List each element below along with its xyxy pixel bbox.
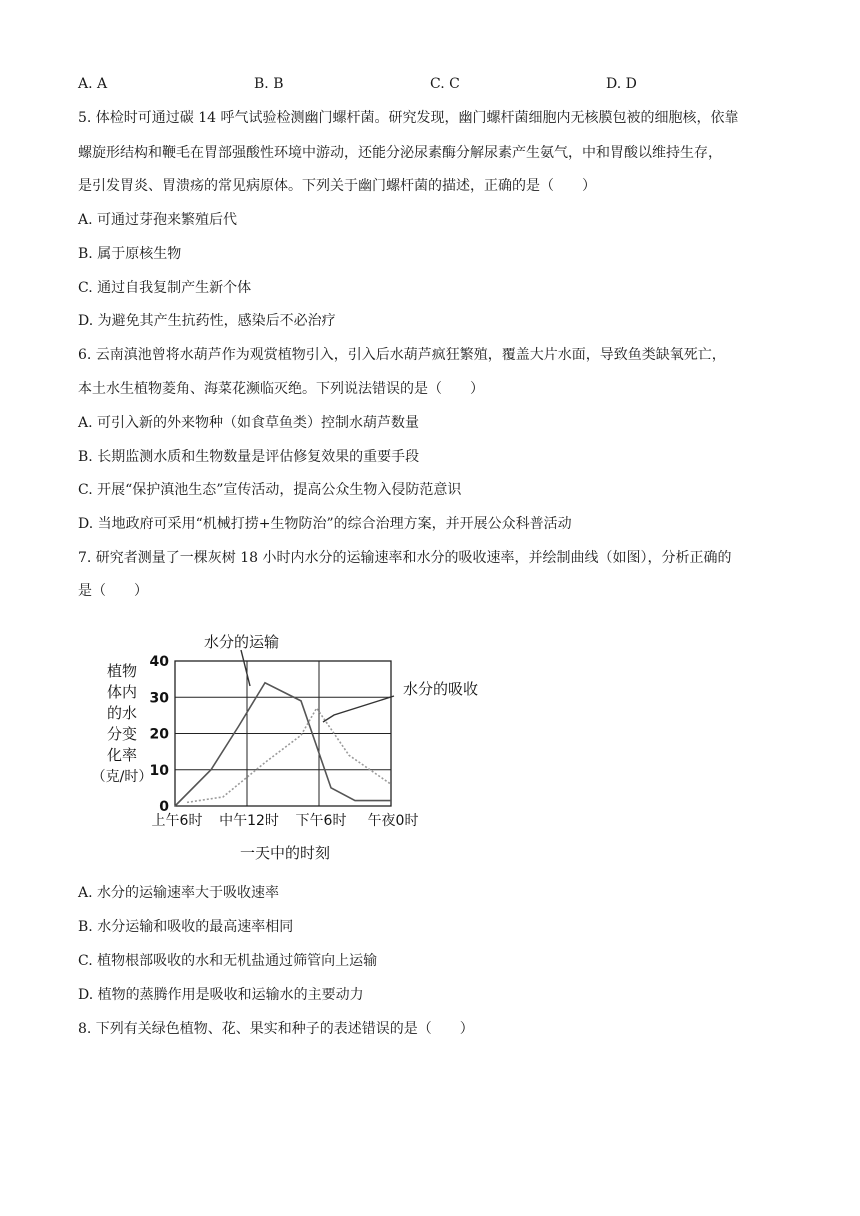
series-callouts [204, 633, 478, 722]
callout-absorption: 水分的吸收 [403, 680, 479, 698]
q7-stem-line: 是（ ） [78, 583, 148, 599]
y-label-line: 分变 [106, 725, 138, 743]
callout-leader-absorption [323, 696, 394, 722]
y-label-line: 体内 [106, 683, 138, 701]
q7-option-c: C. 植物根部吸收的水和无机盐通过筛管向上运输 [78, 953, 378, 969]
y-axis-label [92, 662, 153, 785]
q4-option-d: D. D [606, 76, 637, 92]
x-tick-label: 下午6时 [295, 813, 347, 829]
q5-stem-line: 是引发胃炎、胃溃疡的常见病原体。下列关于幽门螺杆菌的描述，正确的是（ ） [78, 178, 596, 194]
x-tick-label: 中午12时 [219, 813, 279, 829]
q6-stem-line: 6. 云南滇池曾将水葫芦作为观赏植物引入，引入后水葫芦疯狂繁殖，覆盖大片水面，导致鱼类缺氧死亡， [78, 347, 726, 363]
plot-area [175, 661, 391, 806]
q5-option-c: C. 通过自我复制产生新个体 [78, 280, 252, 296]
q5-option-d: D. 为避免其产生抗药性，感染后不必治疗 [78, 313, 336, 329]
q6-option-b: B. 长期监测水质和生物数量是评估修复效果的重要手段 [78, 449, 420, 465]
q6-stem-line: 本土水生植物菱角、海菜花濒临灭绝。下列说法错误的是（ ） [78, 381, 484, 397]
x-axis-label: 一天中的时刻 [239, 844, 331, 862]
q6-option-d: D. 当地政府可采用“机械打捞+生物防治”的综合治理方案，并开展公众科普活动 [78, 516, 572, 532]
x-tick-label: 午夜0时 [367, 813, 419, 829]
q8-stem-line: 8. 下列有关绿色植物、花、果实和种子的表述错误的是（ ） [78, 1021, 474, 1037]
x-tick-label: 上午6时 [151, 813, 203, 829]
q5-option-a: A. 可通过芽孢来繁殖后代 [78, 212, 238, 228]
y-label-line: 的水 [106, 704, 138, 722]
y-label-line: 植物 [106, 662, 138, 680]
q5-stem-line: 螺旋形结构和鞭毛在胃部强酸性环境中游动，还能分泌尿素酶分解尿素产生氨气，中和胃酸以维持生存， [78, 145, 722, 161]
q5-stem-line: 5. 体检时可通过碳 14 呼气试验检测幽门螺杆菌。研究发现，幽门螺杆菌细胞内无核膜包被的细胞核，依靠 [78, 110, 739, 126]
y-tick-labels [150, 654, 170, 815]
q4-option-c: C. C [430, 76, 460, 92]
series-line-absorption [187, 708, 391, 802]
y-label-line: 化率 [106, 746, 138, 764]
y-tick-label: 30 [149, 690, 169, 707]
q4-option-b: B. B [254, 76, 284, 92]
q7-option-a: A. 水分的运输速率大于吸收速率 [78, 885, 280, 901]
q6-option-c: C. 开展“保护滇池生态”宣传活动，提高公众生物入侵防范意识 [78, 482, 462, 498]
series-line-transport [175, 683, 391, 806]
q5-option-b: B. 属于原核生物 [78, 246, 182, 262]
gridlines [175, 661, 391, 806]
q6-option-a: A. 可引入新的外来物种（如食草鱼类）控制水葫芦数量 [78, 415, 420, 431]
y-tick-label: 0 [159, 799, 169, 815]
series-layer [175, 683, 391, 806]
y-tick-label: 10 [149, 762, 169, 779]
q7-stem-line: 7. 研究者测量了一棵灰树 18 小时内水分的运输速率和水分的吸收速率，并绘制曲线（如图），分析正确的 [78, 550, 732, 566]
x-tick-labels [152, 812, 419, 829]
callout-transport: 水分的运输 [204, 633, 280, 651]
y-label-line: （克/时） [91, 769, 153, 785]
q7-option-d: D. 植物的蒸腾作用是吸收和运输水的主要动力 [78, 987, 364, 1003]
q7-option-b: B. 水分运输和吸收的最高速率相同 [78, 919, 294, 935]
water-rate-chart [91, 628, 479, 868]
callout-leader-transport [241, 650, 250, 686]
y-tick-label: 40 [149, 654, 169, 670]
q4-option-a: A. A [78, 76, 108, 92]
y-tick-label: 20 [149, 726, 169, 743]
